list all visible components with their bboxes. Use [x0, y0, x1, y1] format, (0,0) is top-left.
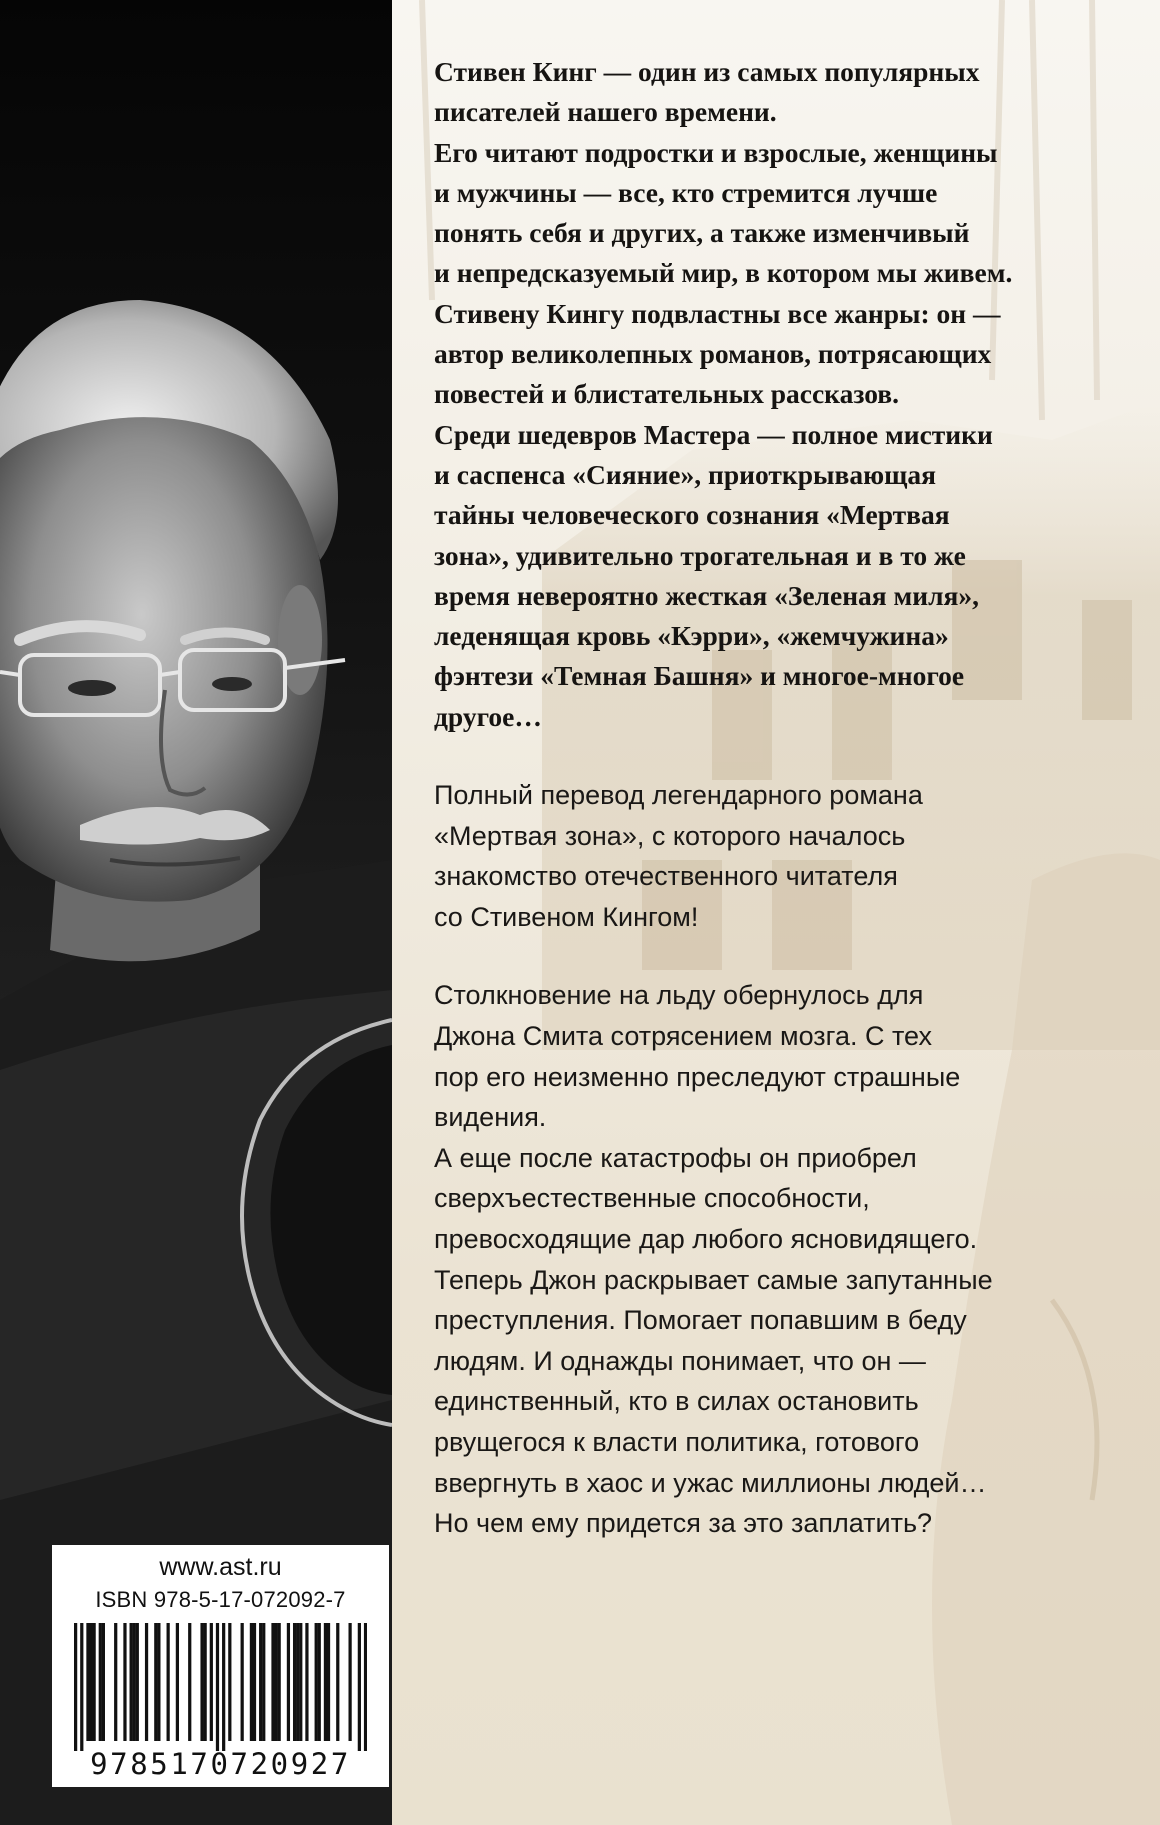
- barcode-bar: [89, 1623, 92, 1741]
- barcode-bar: [176, 1623, 179, 1741]
- barcode-bar: [364, 1623, 367, 1751]
- barcode-bar: [358, 1623, 361, 1751]
- barcode-bar: [348, 1623, 351, 1741]
- barcode-bar: [278, 1623, 281, 1741]
- barcode-bar: [93, 1623, 96, 1741]
- barcode-bar: [287, 1623, 290, 1741]
- barcode-bar: [324, 1623, 327, 1741]
- barcode-bar: [130, 1623, 133, 1741]
- barcode-bar: [204, 1623, 207, 1741]
- barcode-bar: [216, 1623, 219, 1751]
- barcode-bar: [318, 1623, 321, 1741]
- intro-paragraph: Полный перевод легендарного романа «Мертвая зона», с которого началось знакомство отечественного читателя со Стивеном Кингом!: [434, 780, 923, 932]
- barcode-bar: [167, 1623, 170, 1741]
- barcode-bar: [262, 1623, 265, 1741]
- barcode-bar: [259, 1623, 262, 1741]
- barcode-bar: [114, 1623, 117, 1741]
- author-praise-paragraph: Стивен Кинг — один из самых популярных писателей нашего времени. Его читают подростки и взрослые, женщины и мужчины — все, кто стремится лучше понять себя и других, а также изменчивый и непредсказуемый мир, в котором мы живем. Стивену Кингу подвластны все жанры: он — автор великолепных романов, потрясающих повестей и блистательных рассказов. Среди шедевров Мастера — полное мистики и саспенса «Сияние», приоткрывающая тайны человеческого сознания «Мертвая зона», удивительно трогательная и в то же время невероятно жесткая «Зеленая миля», леденящая кровь «Кэрри», «жемчужина» фэнтези «Темная Башня» и многое-многое другое…: [434, 56, 1013, 732]
- barcode-bar: [315, 1623, 318, 1741]
- barcode-box: [52, 1545, 389, 1787]
- barcode-bar: [123, 1623, 126, 1741]
- barcode-bar: [188, 1623, 191, 1741]
- barcode-bar: [99, 1623, 102, 1741]
- barcode-bar: [296, 1623, 299, 1741]
- ean-barcode: [74, 1623, 367, 1751]
- barcode-bar: [274, 1623, 277, 1741]
- barcode-bar: [305, 1623, 308, 1741]
- barcode-bar: [86, 1623, 89, 1741]
- barcode-bar: [241, 1623, 244, 1741]
- back-cover-text-panel: [392, 0, 1160, 1825]
- barcode-bar: [327, 1623, 330, 1741]
- barcode-bar: [154, 1623, 157, 1741]
- barcode-bar: [228, 1623, 231, 1741]
- ean-digits: 9785170720927: [90, 1747, 351, 1781]
- barcode-bar: [293, 1623, 296, 1741]
- barcode-bar: [136, 1623, 139, 1741]
- barcode-bar: [253, 1623, 256, 1741]
- barcode-bar: [145, 1623, 148, 1741]
- barcode-bar: [80, 1623, 83, 1751]
- barcode-bar: [133, 1623, 136, 1741]
- barcode-bar: [102, 1623, 105, 1741]
- barcode-bar: [210, 1623, 213, 1741]
- barcode-bar: [222, 1623, 225, 1751]
- plot-summary-paragraph: Столкновение на льду обернулось для Джона Смита сотрясением мозга. С тех пор его неизменно преследуют страшные видения. А еще после катастрофы он приобрел сверхъестественные способности, превосходящие дар любого ясновидящего. Теперь Джон раскрывает самые запутанные преступления. Помогает попавшим в беду людям. И однажды понимает, что он — единственный, кто в силах остановить рвущегося к власти политика, готового ввергнуть в хаос и ужас миллионы людей… Но чем ему придется за это заплатить?: [434, 980, 993, 1539]
- barcode-bar: [200, 1623, 203, 1741]
- barcode-bar: [157, 1623, 160, 1741]
- book-description: [434, 52, 1134, 1544]
- barcode-bar: [299, 1623, 302, 1741]
- barcode-bar: [336, 1623, 339, 1741]
- barcode-bar: [74, 1623, 77, 1751]
- isbn-label: ISBN 978-5-17-072092-7: [95, 1587, 346, 1612]
- publisher-website: www.ast.ru: [159, 1553, 282, 1581]
- barcode-bar: [271, 1623, 274, 1741]
- barcode-bar: [250, 1623, 253, 1741]
